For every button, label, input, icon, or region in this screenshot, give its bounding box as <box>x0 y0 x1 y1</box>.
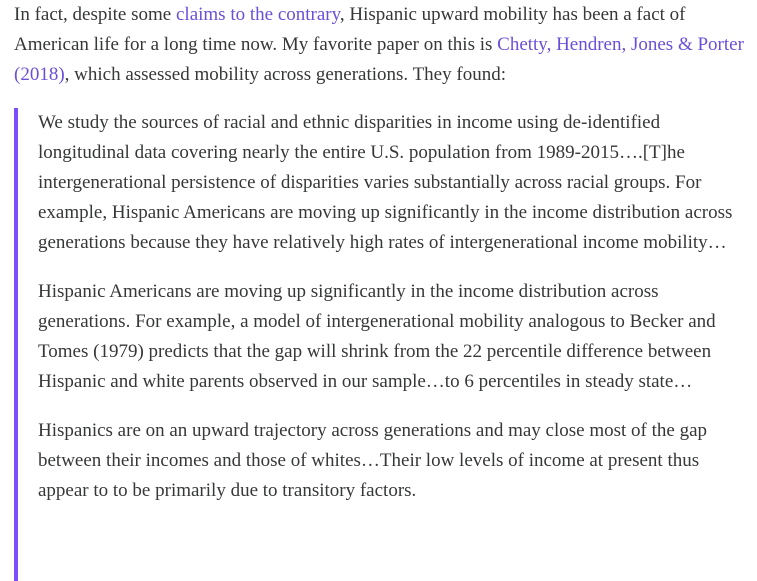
intro-paragraph <box>14 0 749 90</box>
quote-paragraph-2: Hispanic Americans are moving up significantly in the income distribution across generations. For example, a model of intergenerational mobility analogous to Becker and Tomes (1979) predicts that the gap will shrink from the 22 percentile difference between Hispanic and white parents observed in our sample…to 6 percentiles in steady state… <box>38 281 716 392</box>
quote-paragraph-1: We study the sources of racial and ethnic disparities in income using de-identified longitudinal data covering nearly the entire U.S. population from 1989-2015….[T]he intergenerational persistence of disparities varies substantially across racial groups. For example, Hispanic Americans are moving up significantly in the income distribution across generations because they have relatively high rates of intergenerational income mobility… <box>38 112 733 253</box>
quote-paragraph-3: Hispanics are on an upward trajectory across generations and may close most of the gap between their incomes and those of whites…Their low levels of income at present thus appear to to be primarily due to transitory factors. <box>38 420 707 501</box>
intro-text-3: , which assessed mobility across generations. They found: <box>64 64 506 85</box>
intro-text-1: In fact, despite some <box>14 4 176 25</box>
intro-text-2: , Hispanic upward mobility has been a fact of American life for a long time now. My favorite paper on this is <box>14 4 686 55</box>
blockquote <box>14 108 749 581</box>
claims-link[interactable]: claims to the contrary <box>175 4 340 25</box>
chetty-paper-link[interactable]: Chetty, Hendren, Jones & Porter (2018) <box>14 34 744 85</box>
